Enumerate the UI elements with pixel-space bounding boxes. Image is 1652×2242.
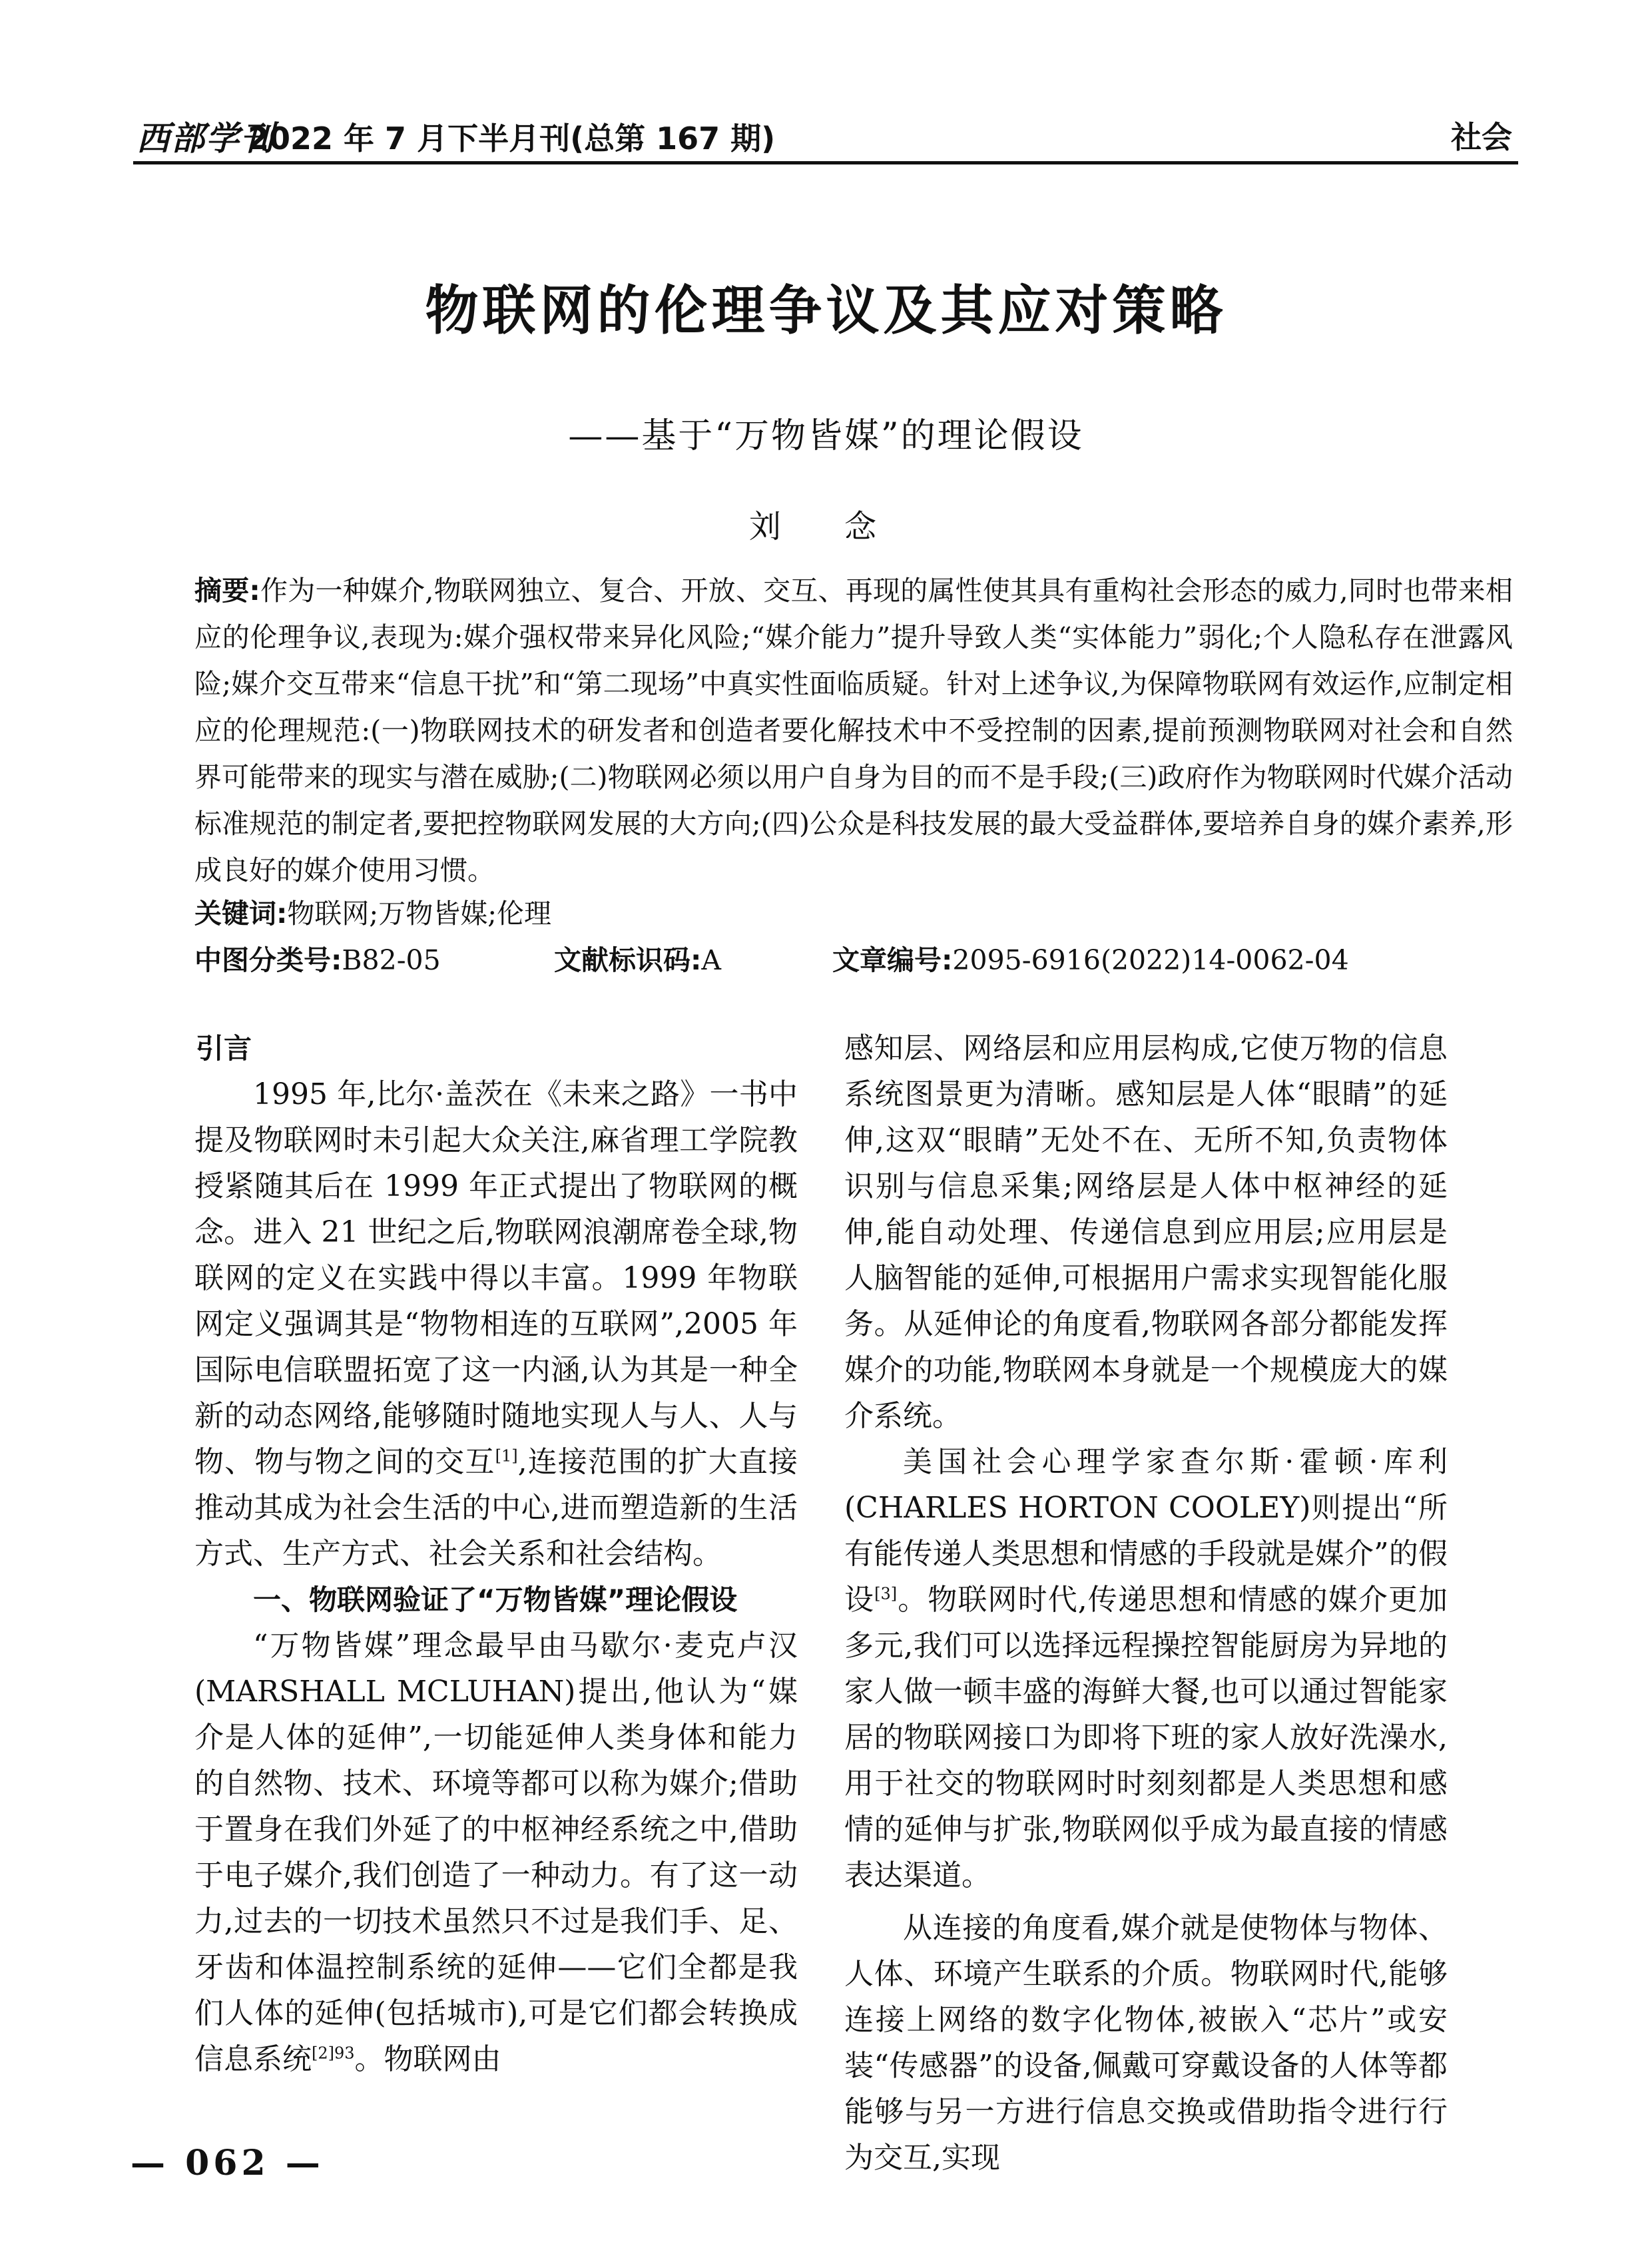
section-1-text-b: 。物联网由 — [354, 2042, 501, 2076]
abstract-text: 作为一种媒介,物联网独立、复合、开放、交互、再现的属性使其具有重构社会形态的威力,同时也带来相应的伦理争议,表现为:媒介强权带来异化风险;“媒介能力”提升导致人类“实体能力”弱化;个人隐私存在泄露风险;媒介交互带来“信息干扰”和“第二现场”中真实性面临质疑。针对上述争议,为保障物联网有效运作,应制定相应的伦理规范:(一)物联网技术的研发者和创造者要化解技术中不受控制的因素,提前预测物联网对社会和自然界可能带来的现实与潜在威胁;(二)物联网必须以用户自身为目的而不是手段;(三)政府作为物联网时代媒介活动标准规范的制定者,要把控物联网发展的大方向;(四)公众是科技发展的最大受益群体,要培养自身的媒介素养,形成良好的媒介使用习惯。 — [194, 575, 1513, 886]
section-label: 社会 — [1451, 119, 1512, 155]
clc-value: B82-05 — [342, 944, 441, 976]
keywords — [194, 894, 551, 934]
abstract-label: 摘要: — [194, 575, 260, 607]
article-number-value: 2095-6916(2022)14-0062-04 — [952, 944, 1349, 976]
clc-label: 中图分类号: — [194, 944, 342, 976]
intro-text-a: 1995 年,比尔·盖茨在《未来之路》一书中提及物联网时未引起大众关注,麻省理工学院教授紧随其后在 1999 年正式提出了物联网的概念。进入 21 世纪之后,物联网浪潮席卷全球,物联网的定义在实践中得以丰富。1999 年物联网定义强调其是“物物相连的互联网”,2005 年国际电信联盟拓宽了这一内涵,认为其是一种全新的动态网络,能够随时随地实现人与人、人与物、物与物之间的交互 — [194, 1077, 798, 1479]
keywords-label: 关键词: — [194, 898, 288, 930]
article-author: 刘 念 — [748, 508, 904, 545]
journal-name: 西部学刊 — [137, 119, 275, 158]
doc-code-group — [554, 940, 721, 980]
issue-info: 2022 年 7 月下半月刊(总第 167 期) — [248, 121, 776, 156]
page-number: — 062 — — [131, 2143, 324, 2183]
article-number-label: 文章编号: — [832, 944, 953, 976]
article-subtitle: ——基于“万物皆媒”的理论假设 — [568, 416, 1084, 456]
article-number-group — [832, 940, 1349, 980]
section-1-text-a: “万物皆媒”理念最早由马歇尔·麦克卢汉(MARSHALL MCLUHAN)提出,他认为“媒介是人体的延伸”,一切能延伸人类身体和能力的自然物、技术、环境等都可以称为媒介;借助于置身在我们外延了的中枢神经系统之中,借助于电子媒介,我们创造了一种动力。有了这一动力,过去的一切技术虽然只不过是我们手、足、牙齿和体温控制系统的延伸——它们全都是我们人体的延伸(包括城市),可是它们都会转换成信息系统 — [194, 1629, 798, 2076]
right-paragraph-3: 从连接的角度看,媒介就是使物体与物体、人体、环境产生联系的介质。物联网时代,能够连接上网络的数字化物体,被嵌入“芯片”或安装“传感器”的设备,佩戴可穿戴设备的人体等都能够与另一方进行信息交换或借助指令进行行为交互,实现 — [844, 1911, 1448, 2175]
citation-1: [1] — [495, 1446, 518, 1466]
citation-3: [3] — [874, 1584, 898, 1603]
citation-2: [2]93 — [312, 2044, 355, 2063]
right-column — [844, 1025, 1448, 2181]
intro-text-b: ,连接范围的扩大直接推动其成为社会生活的中心,进而塑造新的生活方式、生产方式、社会关系和社会结构。 — [194, 1445, 798, 1571]
doc-code-label: 文献标识码: — [554, 944, 702, 976]
intro-paragraph — [194, 1071, 798, 1577]
section-1-paragraph — [194, 1623, 798, 2082]
right-paragraph-2 — [844, 1439, 1448, 1898]
header-rule — [133, 161, 1518, 164]
article-title: 物联网的伦理争议及其应对策略 — [425, 279, 1227, 342]
doc-code-value: A — [701, 944, 722, 976]
abstract — [194, 567, 1513, 894]
right-p2-text-a: 美国社会心理学家查尔斯·霍顿·库利(CHARLES HORTON COOLEY)则提出“所有能传递人类思想和情感的手段就是媒介”的假设 — [844, 1445, 1448, 1617]
right-paragraph-1: 感知层、网络层和应用层构成,它使万物的信息系统图景更为清晰。感知层是人体“眼睛”的延伸,这双“眼睛”无处不在、无所不知,负责物体识别与信息采集;网络层是人体中枢神经的延伸,能自动处理、传递信息到应用层;应用层是人脑智能的延伸,可根据用户需求实现智能化服务。从延伸论的角度看,物联网各部分都能发挥媒介的功能,物联网本身就是一个规模庞大的媒介系统。 — [844, 1031, 1448, 1433]
keywords-text: 物联网;万物皆媒;伦理 — [287, 898, 552, 930]
left-column — [194, 1025, 798, 2082]
intro-heading: 引言 — [196, 1032, 252, 1065]
clc-group — [194, 940, 441, 980]
section-1-heading: 一、物联网验证了“万物皆媒”理论假设 — [253, 1583, 738, 1616]
right-p2-text-b: 。物联网时代,传递思想和情感的媒介更加多元,我们可以选择远程操控智能厨房为异地的家人做一顿丰盛的海鲜大餐,也可以通过智能家居的物联网接口为即将下班的家人放好洗澡水,用于社交的物联网时时刻刻都是人类思想和感情的延伸与扩张,物联网似乎成为最直接的情感表达渠道。 — [844, 1583, 1448, 1892]
